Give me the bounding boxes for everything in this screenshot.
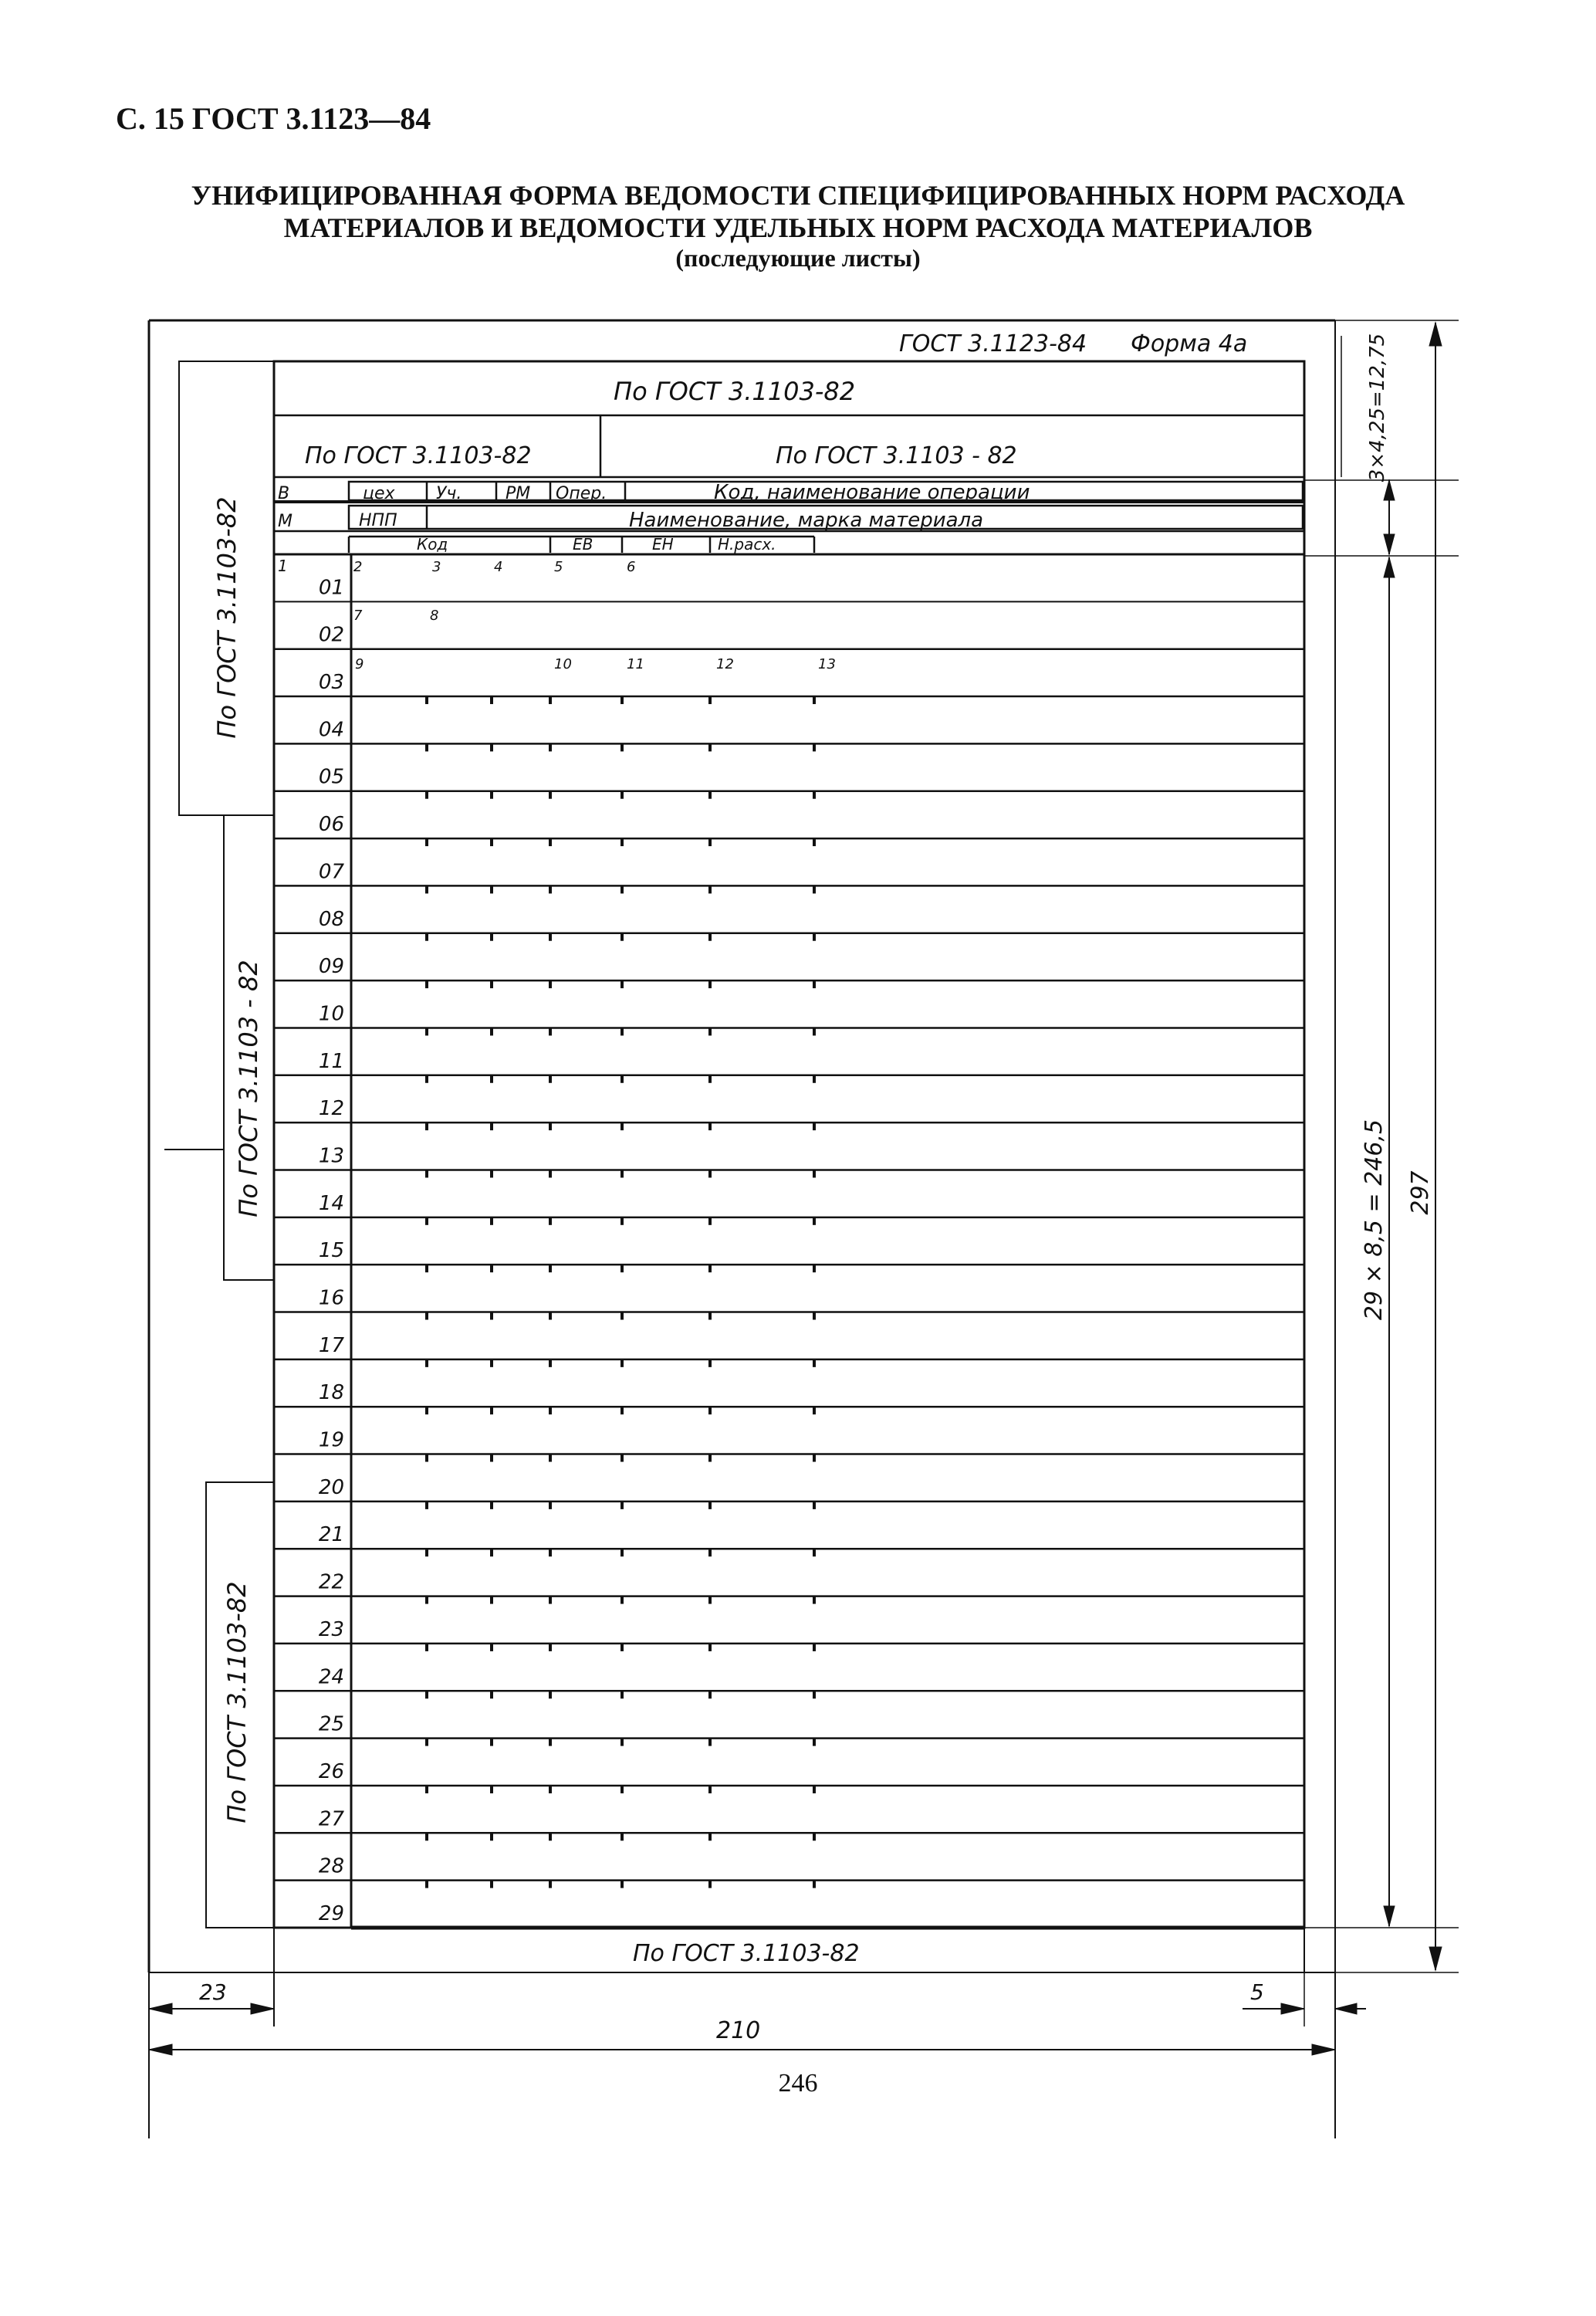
dim-rows-block: 29 × 8,5 = 246,5 [1361, 1119, 1388, 1321]
data-column-ticks [427, 696, 814, 1888]
row-b-marker: В [278, 484, 290, 503]
row-label: 04 [318, 718, 344, 742]
row-label: 23 [318, 1617, 344, 1641]
form-title-line-1: УНИФИЦИРОВАННАЯ ФОРМА ВЕДОМОСТИ СПЕЦИФИЦИРОВАННЫХ НОРМ РАСХОДА [191, 180, 1405, 211]
side-stamp-label-1: По ГОСТ 3.1103-82 [212, 496, 242, 739]
form-name-label: Форма 4а [1131, 330, 1248, 357]
row-label: 16 [318, 1286, 344, 1310]
row-label: 11 [318, 1049, 344, 1073]
row-label: 02 [318, 623, 344, 647]
row-kod-cell-nrash: Н.расх. [718, 535, 776, 554]
row-label: 24 [318, 1665, 344, 1689]
row-label: 29 [318, 1902, 344, 1925]
col-number: 4 [494, 559, 503, 575]
main-form-frame [274, 361, 1304, 1972]
dim-left-margin: 23 [199, 1979, 227, 2005]
row-kod-cell-kod: Код [417, 535, 448, 554]
ref-bottom-label: По ГОСТ 3.1103-82 [633, 1940, 860, 1967]
side-stamp-label-3: По ГОСТ 3.1103-82 [222, 1581, 252, 1823]
row-kod-cell-en: ЕН [652, 535, 674, 554]
dim-total-height: 297 [1407, 1170, 1434, 1215]
row-label: 17 [318, 1333, 344, 1357]
ref-right-label: По ГОСТ 3.1103 - 82 [776, 442, 1017, 469]
row-label: 20 [318, 1475, 344, 1499]
row-b-cell-rm: РМ [506, 484, 531, 503]
page-number: 246 [778, 2069, 818, 2098]
row-label: 26 [318, 1759, 344, 1783]
row-m-marker: М [278, 512, 292, 531]
row-kod-cell-ev: ЕВ [573, 535, 593, 554]
dim-total-width: 210 [716, 2017, 761, 2044]
form-title-line-2: МАТЕРИАЛОВ И ВЕДОМОСТИ УДЕЛЬНЫХ НОРМ РАСХОДА МАТЕРИАЛОВ [283, 212, 1313, 243]
row-label: 03 [318, 671, 344, 695]
dim-right-margin: 5 [1250, 1979, 1264, 2005]
sheet-frame [149, 320, 1459, 1972]
row-m-cell-material-name: Наименование, марка материала [629, 509, 984, 532]
row-label: 01 [318, 576, 344, 600]
row-label: 21 [318, 1523, 344, 1547]
bottom-dimension-lines [149, 1972, 1366, 2138]
side-stamp-label-2: По ГОСТ 3.1103 - 82 [234, 960, 263, 1217]
row-labels [319, 576, 345, 1925]
col-number: 11 [627, 656, 644, 672]
row-label: 09 [318, 955, 344, 979]
row-label: 10 [318, 1002, 344, 1026]
row-m-cell-npp: НПП [359, 511, 397, 530]
form-title-line-3: (последующие листы) [675, 244, 921, 272]
row-label: 14 [318, 1191, 344, 1215]
document-header: С. 15 ГОСТ 3.1123—84 [116, 101, 431, 136]
row-b-cell-uch: Уч. [436, 484, 462, 503]
col-number: 8 [430, 608, 439, 624]
col-number: 2 [353, 559, 363, 575]
row-label: 06 [318, 813, 344, 837]
row-label: 15 [318, 1239, 344, 1263]
col-number: 13 [818, 656, 836, 672]
row-label: 22 [318, 1570, 344, 1594]
ref-top-label: По ГОСТ 3.1103-82 [614, 377, 856, 406]
data-row-lines [274, 601, 1304, 1928]
row-label: 12 [318, 1097, 344, 1121]
row-label: 25 [318, 1712, 344, 1736]
row-label: 07 [318, 860, 344, 884]
row-label: 28 [318, 1854, 344, 1878]
row-label: 27 [318, 1807, 344, 1831]
ref-left-label: По ГОСТ 3.1103-82 [305, 442, 532, 469]
dim-top-block: 3×4,25=12,75 [1366, 333, 1389, 482]
row-label: 13 [318, 1144, 344, 1168]
row-b-cell-oper: Опер. [556, 484, 607, 503]
row-label: 19 [318, 1428, 344, 1452]
col-number: 9 [355, 656, 364, 672]
row-label: 05 [318, 765, 344, 789]
first-row-marker: 1 [278, 557, 288, 575]
col-number: 6 [627, 559, 636, 575]
row-label: 18 [318, 1381, 344, 1405]
row-b-cell-tsekh: цех [363, 484, 395, 503]
col-number: 12 [716, 656, 734, 672]
row-label: 08 [318, 907, 344, 931]
col-number: 5 [554, 559, 563, 575]
col-number: 10 [554, 656, 572, 672]
standard-label: ГОСТ 3.1123-84 [899, 330, 1087, 357]
row-b-cell-operation-name: Код, наименование операции [714, 481, 1030, 504]
col-number: 7 [353, 608, 363, 624]
col-number: 3 [432, 559, 441, 575]
